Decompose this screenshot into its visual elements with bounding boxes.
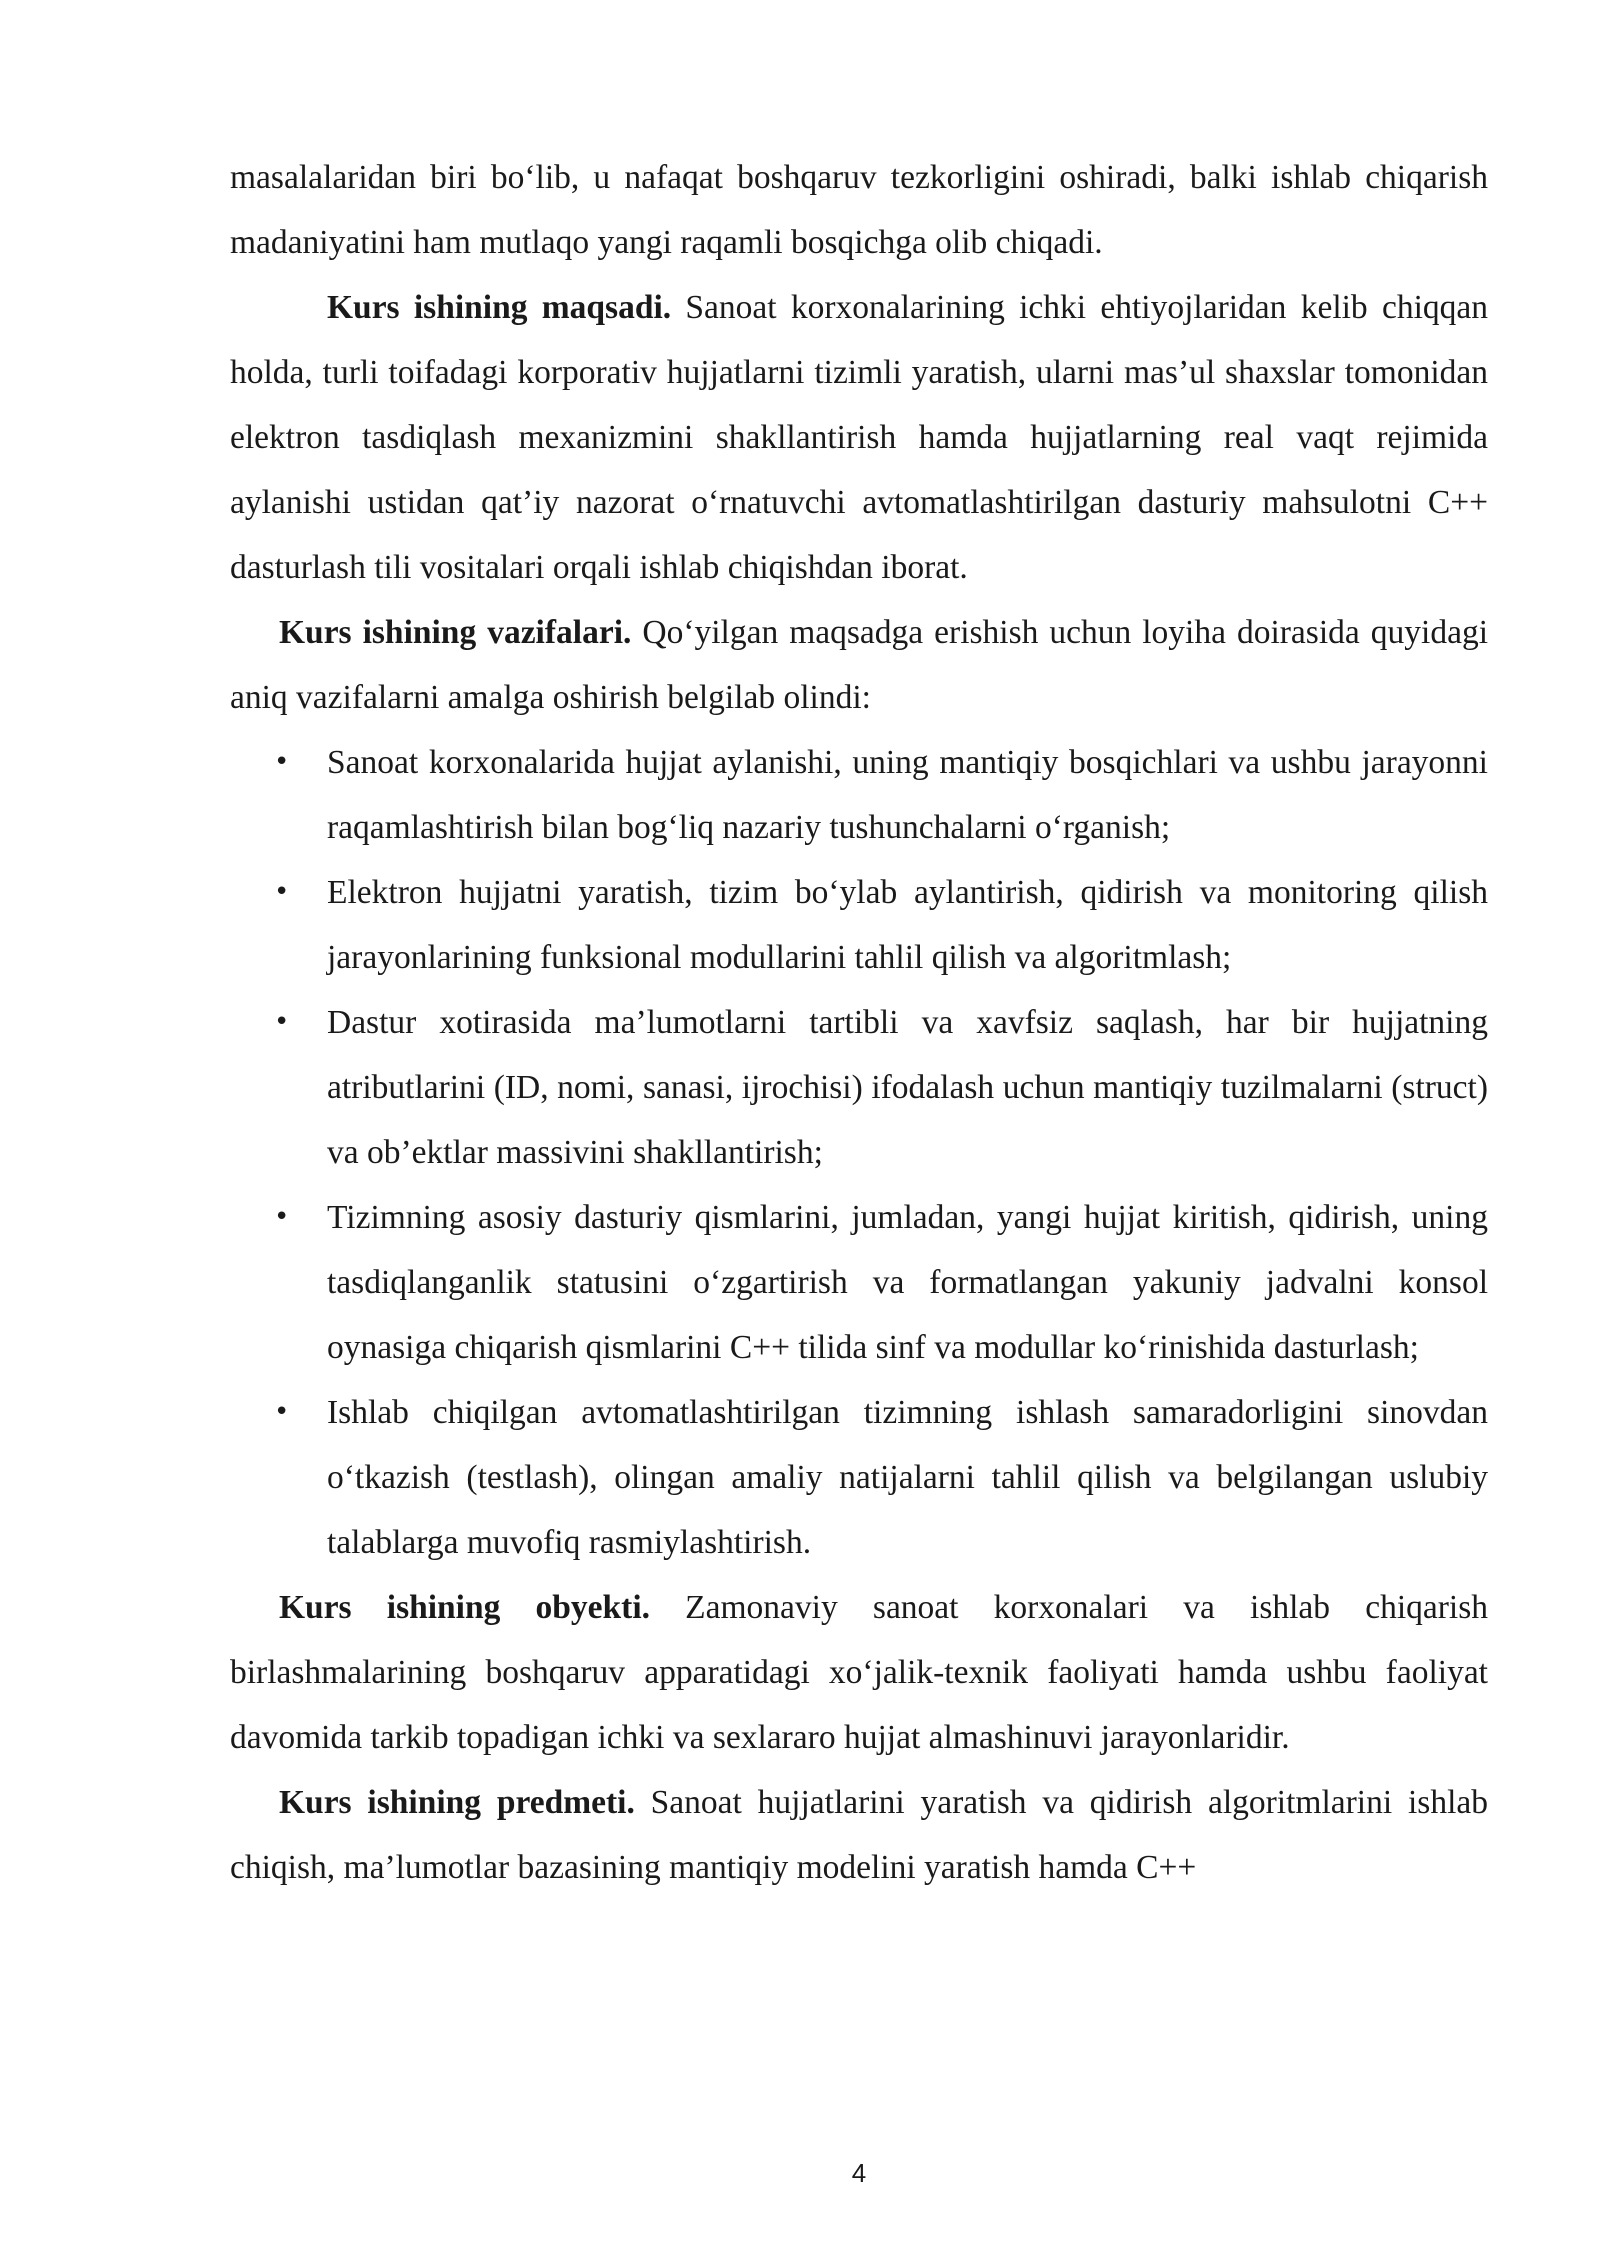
task-list [230,730,1488,1575]
object-paragraph [230,1575,1488,1770]
list-item [230,990,1488,1185]
bullet-icon: • [274,747,290,777]
object-heading: Kurs ishining obyekti. [279,1589,650,1626]
subject-text: Sanoat hujjatlarini yaratish va qidirish algoritmlarini ishlab chiqish, ma’lumotlar bazasining mantiqiy modelini yaratish hamda C++ [230,1784,1488,1886]
bullet-icon: • [274,877,290,907]
list-item-text: Tizimning asosiy dasturiy qismlarini, jumladan, yangi hujjat kiritish, qidirish, uning tasdiqlanganlik statusini o‘zgartirish va formatlangan yakuniy jadvalni konsol oynasiga chiqarish qismlarini C++ tilida sinf va modullar ko‘rinishida dasturlash; [327,1199,1488,1366]
list-item [230,1380,1488,1575]
list-item-text: Ishlab chiqilgan avtomatlashtirilgan tizimning ishlash samaradorligini sinovdan o‘tkazish (testlash), olingan amaliy natijalarni tahlil qilish va belgilangan uslubiy talablarga muvofiq rasmiylashtirish. [327,1394,1488,1561]
list-item-text: Dastur xotirasida ma’lumotlarni tartibli va xavfsiz saqlash, har bir hujjatning atributlarini (ID, nomi, sanasi, ijrochisi) ifodalash uchun mantiqiy tuzilmalarni (struct) va ob’ektlar massivini shakllantirish; [327,1004,1488,1171]
bullet-icon: • [274,1397,290,1427]
list-item [230,860,1488,990]
page-number: 4 [851,2158,867,2188]
goal-heading: Kurs ishining maqsadi. [327,289,672,326]
tasks-text: Qo‘yilgan maqsadga erishish uchun loyiha doirasida quyidagi aniq vazifalarni amalga oshirish belgilab olindi: [230,614,1488,716]
goal-paragraph [230,275,1488,600]
subject-paragraph [230,1770,1488,1900]
list-item-text: Elektron hujjatni yaratish, tizim bo‘ylab aylantirish, qidirish va monitoring qilish jarayonlarining funksional modullarini tahlil qilish va algoritmlash; [327,874,1488,976]
subject-heading: Kurs ishining predmeti. [279,1784,635,1821]
intro-paragraph [230,145,1488,275]
list-item [230,730,1488,860]
intro-text: masalalaridan biri bo‘lib, u nafaqat boshqaruv tezkorligini oshiradi, balki ishlab chiqarish madaniyatini ham mutlaqo yangi raqamli bosqichga olib chiqadi. [230,159,1488,261]
document-page [230,145,1488,1900]
tasks-paragraph [230,600,1488,730]
list-item [230,1185,1488,1380]
list-item-text: Sanoat korxonalarida hujjat aylanishi, uning mantiqiy bosqichlari va ushbu jarayonni raqamlashtirish bilan bog‘liq nazariy tushunchalarni o‘rganish; [327,744,1488,846]
tasks-heading: Kurs ishining vazifalari. [279,614,632,651]
goal-text: Sanoat korxonalarining ichki ehtiyojlaridan kelib chiqqan holda, turli toifadagi korporativ hujjatlarni tizimli yaratish, ularni mas’ul shaxslar tomonidan elektron tasdiqlash mexanizmini shakllantirish hamda hujjatlarning real vaqt rejimida aylanishi ustidan qat’iy nazorat o‘rnatuvchi avtomatlashtirilgan dasturiy mahsulotni C++ dasturlash tili vositalari orqali ishlab chiqishdan iborat. [230,289,1488,586]
bullet-icon: • [274,1007,290,1037]
bullet-icon: • [274,1202,290,1232]
object-text: Zamonaviy sanoat korxonalari va ishlab chiqarish birlashmalarining boshqaruv apparatidagi xo‘jalik-texnik faoliyati hamda ushbu faoliyat davomida tarkib topadigan ichki va sexlararo hujjat almashinuvi jarayonlaridir. [230,1589,1488,1756]
